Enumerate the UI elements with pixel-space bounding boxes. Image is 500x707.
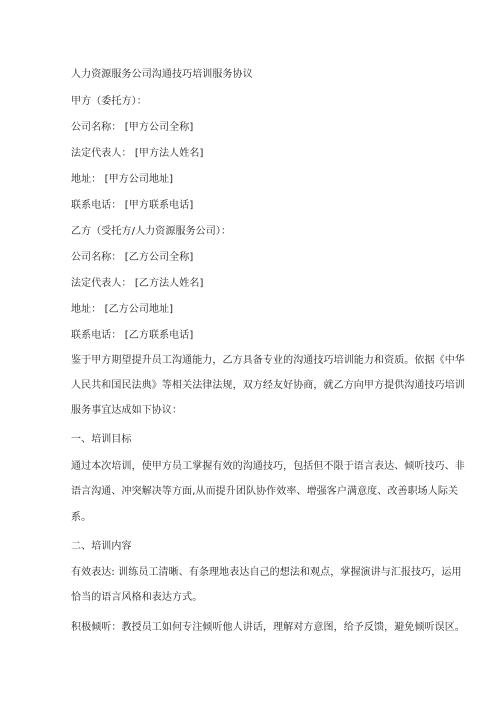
preamble-line: 服务事宜达成如下协议： <box>71 405 183 416</box>
preamble-line: 人民共和国民法典》等相关法律法规，双方经友好协商，就乙方向甲方提供沟通技巧培训 <box>71 380 465 391</box>
section2-item1-line: 恰当的语言风格和表达方式。 <box>71 592 203 603</box>
section2-heading: 二、培训内容 <box>71 541 132 552</box>
party-b-representative: 法定代表人： [乙方法人姓名] <box>71 278 204 289</box>
party-a-address: 地址： [甲方公司地址] <box>71 174 174 185</box>
party-a-heading: 甲方（委托方）： <box>71 96 147 107</box>
section1-body-line: 语言沟通、冲突解决等方面,从而提升团队协作效率、增强客户满意度、改善职场人际关 <box>71 486 459 497</box>
section2-item1-line: 有效表达: 训练员工清晰、有条理地表达自己的想法和观点，掌握演讲与汇报技巧，运用 <box>71 567 462 578</box>
section1-body-line: 通过本次培训，使甲方员工掌握有效的沟通技巧，包括但不限于语言表达、倾听技巧、非 <box>71 461 465 472</box>
party-b-phone: 联系电话： [乙方联系电话] <box>71 330 194 341</box>
section1-heading: 一、培训目标 <box>71 434 132 445</box>
document-title: 人力资源服务公司沟通技巧培训服务协议 <box>71 69 253 80</box>
party-a-phone: 联系电话： [甲方联系电话] <box>71 200 194 211</box>
party-b-company: 公司名称： [乙方公司全称] <box>71 252 194 263</box>
party-b-heading: 乙方（受托方/人力资源服务公司）： <box>71 226 232 237</box>
party-a-company: 公司名称： [甲方公司全称] <box>71 122 194 133</box>
section1-body-line: 系。 <box>71 512 92 523</box>
preamble-line: 鉴于甲方期望提升员工沟通能力，乙方具备专业的沟通技巧培训能力和资质。依据《中华 <box>71 355 465 366</box>
section2-item2-line: 积极倾听：教授员工如何专注倾听他人讲话，理解对方意图，给予反馈，避免倾听误区。 <box>71 622 465 633</box>
party-a-representative: 法定代表人： [甲方法人姓名] <box>71 148 204 159</box>
party-b-address: 地址： [乙方公司地址] <box>71 304 174 315</box>
